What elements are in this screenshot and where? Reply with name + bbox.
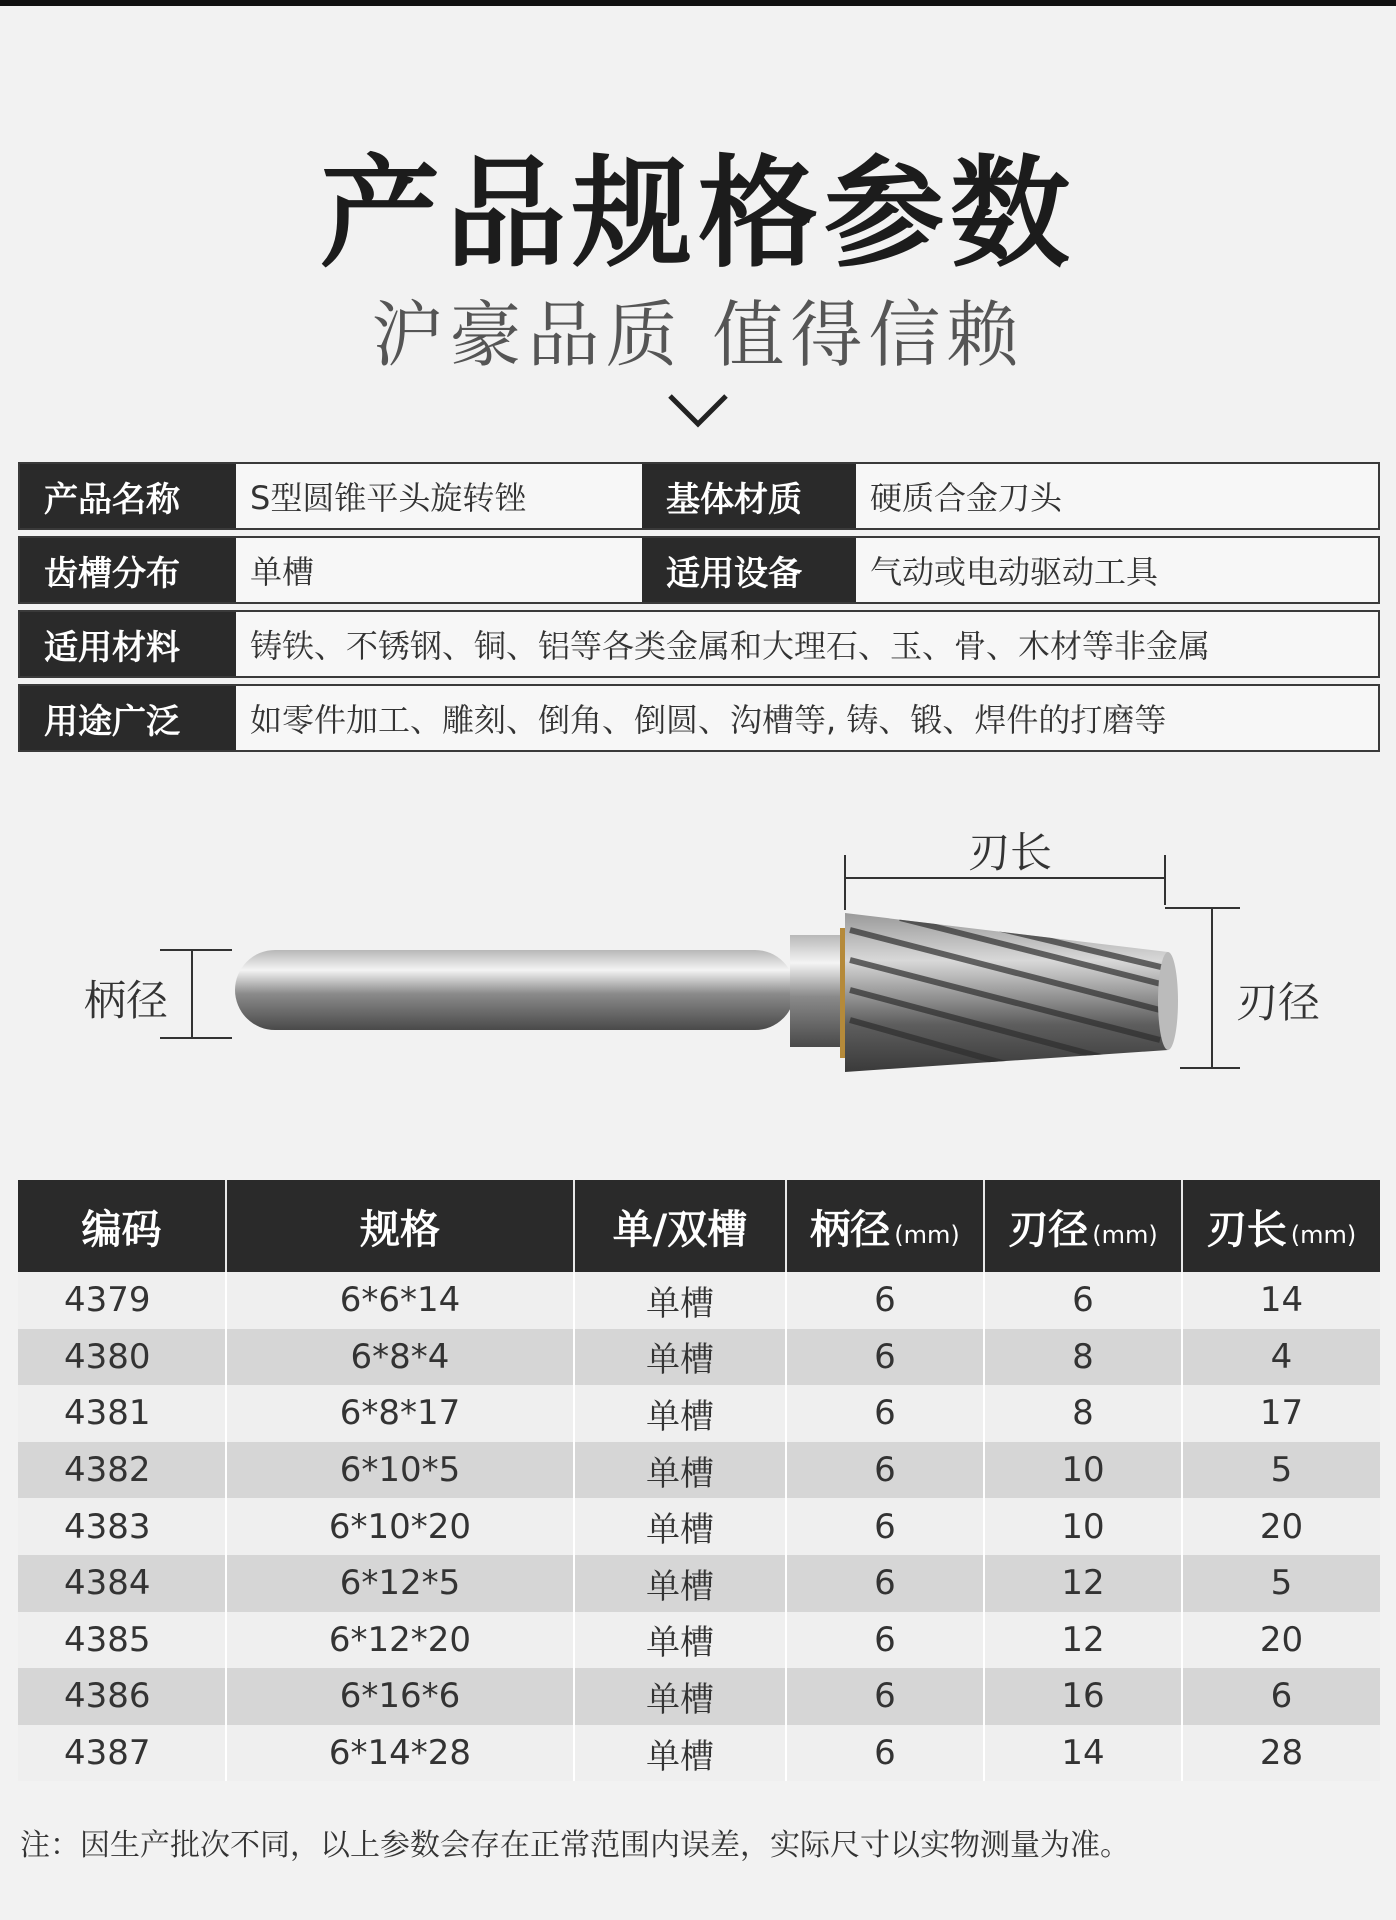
spec-value: 如零件加工、雕刻、倒角、倒圆、沟槽等, 铸、锻、焊件的打磨等 (236, 686, 1378, 750)
table-row (18, 1725, 1380, 1782)
table-cell: 6 (786, 1498, 984, 1555)
spec-key: 产品名称 (20, 464, 236, 528)
table-cell: 6*6*14 (226, 1272, 574, 1329)
page-subtitle: 沪豪品质 值得信赖 (371, 293, 1025, 377)
chevron-down-icon (666, 390, 730, 430)
table-cell: 单槽 (574, 1272, 786, 1329)
spec-row (18, 610, 1380, 678)
footnote: 注：因生产批次不同，以上参数会存在正常范围内误差，实际尺寸以实物测量为准。 (20, 1828, 1130, 1863)
col-header-code: 编码 (18, 1180, 226, 1272)
spec-key: 用途广泛 (20, 686, 236, 750)
table-row (18, 1555, 1380, 1612)
table-cell: 4385 (18, 1612, 226, 1669)
table-cell: 6*10*5 (226, 1442, 574, 1499)
table-row (18, 1329, 1380, 1386)
table-cell: 单槽 (574, 1612, 786, 1669)
size-table (18, 1180, 1380, 1781)
top-border (0, 0, 1396, 6)
table-cell: 6*12*5 (226, 1555, 574, 1612)
table-cell: 4386 (18, 1668, 226, 1725)
spec-value: 硬质合金刀头 (856, 464, 1378, 528)
table-cell: 6*12*20 (226, 1612, 574, 1669)
spec-value: 铸铁、不锈钢、铜、铝等各类金属和大理石、玉、骨、木材等非金属 (236, 612, 1378, 676)
table-cell: 6 (786, 1612, 984, 1669)
table-cell: 6*8*4 (226, 1329, 574, 1386)
table-cell: 单槽 (574, 1668, 786, 1725)
table-cell: 6 (984, 1272, 1182, 1329)
col-header-blade-dia: 刃径 (mm) (984, 1180, 1182, 1272)
table-cell: 6 (786, 1442, 984, 1499)
spec-key: 齿槽分布 (20, 538, 236, 602)
rotary-burr-illustration (0, 800, 1396, 1120)
table-cell: 8 (984, 1385, 1182, 1442)
table-cell: 4 (1182, 1329, 1380, 1386)
col-header-blade-len: 刃长 (mm) (1182, 1180, 1380, 1272)
spec-key: 适用设备 (642, 538, 856, 602)
table-cell: 6 (786, 1555, 984, 1612)
table-cell: 10 (984, 1498, 1182, 1555)
spec-table (18, 462, 1380, 758)
table-header-row (18, 1180, 1380, 1272)
table-cell: 单槽 (574, 1498, 786, 1555)
table-row (18, 1442, 1380, 1499)
spec-row (18, 684, 1380, 752)
table-cell: 6 (786, 1725, 984, 1782)
table-cell: 4384 (18, 1555, 226, 1612)
table-cell: 14 (984, 1725, 1182, 1782)
table-cell: 14 (1182, 1272, 1380, 1329)
table-cell: 6 (786, 1329, 984, 1386)
table-row (18, 1272, 1380, 1329)
shank-diameter-label: 柄径 (84, 976, 169, 1025)
table-cell: 16 (984, 1668, 1182, 1725)
spec-key: 基体材质 (642, 464, 856, 528)
table-cell: 6*10*20 (226, 1498, 574, 1555)
table-cell: 单槽 (574, 1555, 786, 1612)
blade-diameter-label: 刃径 (1236, 978, 1321, 1027)
table-cell: 4380 (18, 1329, 226, 1386)
table-cell: 4381 (18, 1385, 226, 1442)
table-cell: 12 (984, 1555, 1182, 1612)
table-cell: 4379 (18, 1272, 226, 1329)
table-cell: 5 (1182, 1442, 1380, 1499)
table-cell: 4387 (18, 1725, 226, 1782)
table-row (18, 1612, 1380, 1669)
table-cell: 6 (786, 1385, 984, 1442)
table-row (18, 1498, 1380, 1555)
spec-value: 单槽 (236, 538, 642, 602)
table-cell: 单槽 (574, 1442, 786, 1499)
col-header-spec: 规格 (226, 1180, 574, 1272)
table-cell: 6 (786, 1668, 984, 1725)
spec-value: S型圆锥平头旋转锉 (236, 464, 642, 528)
table-cell: 6*8*17 (226, 1385, 574, 1442)
table-cell: 6 (786, 1272, 984, 1329)
table-row (18, 1385, 1380, 1442)
table-cell: 6 (1182, 1668, 1380, 1725)
table-cell: 17 (1182, 1385, 1380, 1442)
spec-value: 气动或电动驱动工具 (856, 538, 1378, 602)
table-cell: 单槽 (574, 1329, 786, 1386)
table-cell: 12 (984, 1612, 1182, 1669)
table-row (18, 1668, 1380, 1725)
page-title: 产品规格参数 (320, 145, 1076, 284)
blade-length-label: 刃长 (968, 828, 1053, 877)
spec-row (18, 462, 1380, 530)
table-cell: 6*14*28 (226, 1725, 574, 1782)
table-cell: 20 (1182, 1612, 1380, 1669)
table-cell: 单槽 (574, 1725, 786, 1782)
table-cell: 单槽 (574, 1385, 786, 1442)
table-cell: 4382 (18, 1442, 226, 1499)
table-cell: 6*16*6 (226, 1668, 574, 1725)
spec-row (18, 536, 1380, 604)
col-header-shank: 柄径 (mm) (786, 1180, 984, 1272)
spec-key: 适用材料 (20, 612, 236, 676)
table-cell: 20 (1182, 1498, 1380, 1555)
table-cell: 28 (1182, 1725, 1380, 1782)
table-cell: 8 (984, 1329, 1182, 1386)
table-cell: 10 (984, 1442, 1182, 1499)
table-cell: 5 (1182, 1555, 1380, 1612)
col-header-groove: 单/双槽 (574, 1180, 786, 1272)
table-cell: 4383 (18, 1498, 226, 1555)
tool-diagram (0, 800, 1396, 1120)
